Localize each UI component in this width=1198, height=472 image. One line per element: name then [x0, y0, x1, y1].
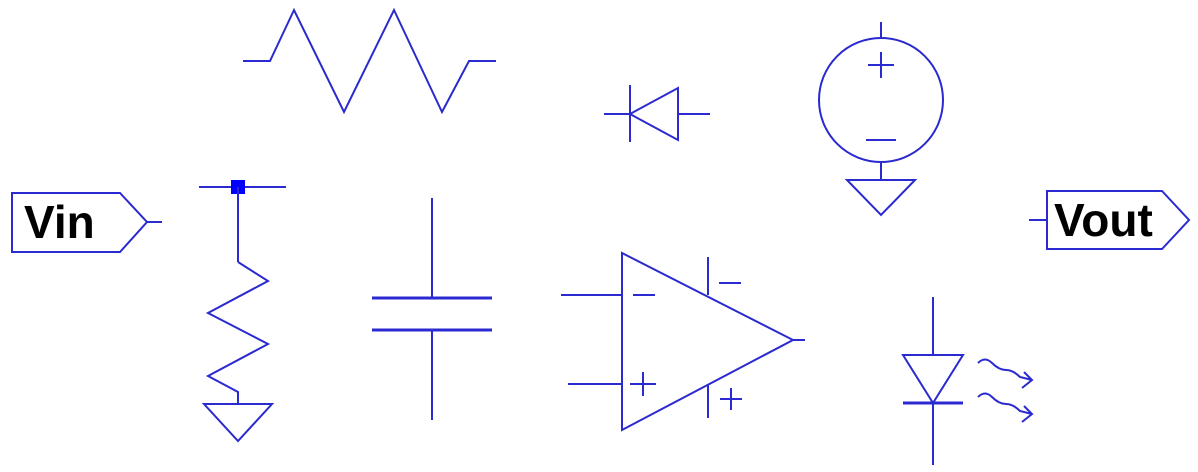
input-port-label: Vin — [24, 196, 95, 248]
resistor-vertical[interactable] — [199, 180, 286, 441]
net-label-output[interactable] — [1029, 191, 1189, 249]
led[interactable] — [903, 297, 1032, 465]
ground-icon — [204, 404, 272, 441]
plus-sign-icon — [630, 372, 656, 396]
plus-sign-icon — [868, 52, 894, 78]
diode[interactable] — [604, 85, 710, 142]
voltage-source[interactable] — [819, 22, 943, 215]
plus-sign-icon — [720, 388, 742, 410]
resistor-horizontal[interactable] — [243, 10, 496, 112]
op-amp[interactable] — [561, 253, 805, 430]
output-port-label: Vout — [1054, 194, 1153, 246]
light-emission-icon — [978, 360, 1032, 423]
capacitor[interactable] — [372, 198, 492, 420]
net-label-input[interactable] — [12, 193, 162, 252]
ground-icon — [847, 180, 915, 215]
